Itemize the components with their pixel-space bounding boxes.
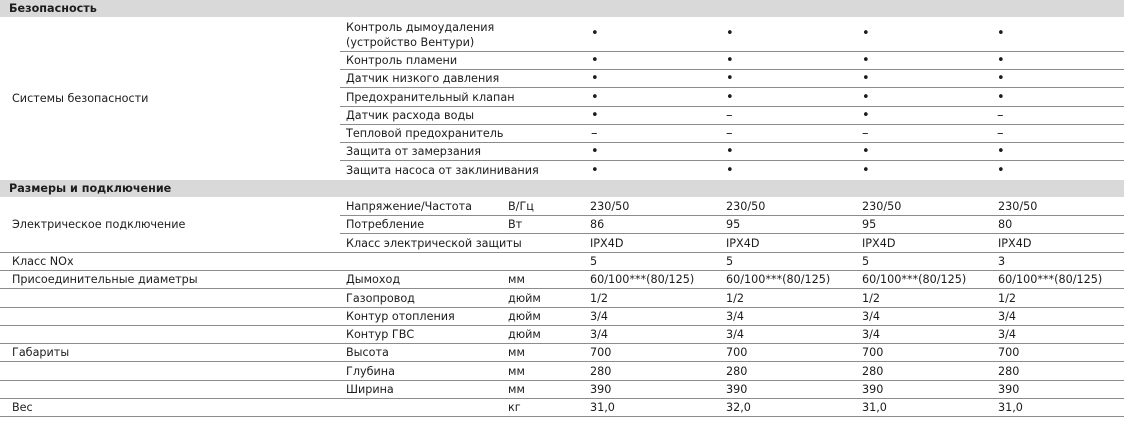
- row-divider: [340, 106, 1124, 107]
- table-cell: 5: [590, 255, 598, 268]
- table-cell: 3/4: [862, 328, 881, 341]
- dim-row-unit: дюйм: [508, 310, 541, 323]
- dim-group-label: Вес: [12, 401, 33, 414]
- row-divider: [0, 270, 1124, 271]
- row-divider: [340, 69, 1124, 70]
- safety-row-label: Контроль дымоудаления: [346, 21, 495, 34]
- table-cell: •: [862, 163, 870, 178]
- row-divider: [340, 87, 1124, 88]
- table-cell: •: [591, 71, 599, 86]
- row-divider: [0, 252, 1124, 253]
- dim-row-unit: дюйм: [508, 292, 541, 305]
- table-cell: 390: [862, 383, 884, 396]
- table-cell: IPX4D: [998, 237, 1032, 250]
- table-cell: 95: [726, 218, 741, 231]
- row-divider: [340, 51, 1124, 52]
- safety-row-label: Защита насоса от заклинивания: [346, 164, 539, 177]
- table-cell: •: [726, 90, 734, 105]
- row-divider: [340, 215, 1124, 216]
- table-cell: 390: [590, 383, 612, 396]
- table-cell: •: [591, 163, 599, 178]
- table-cell: •: [862, 71, 870, 86]
- table-cell: 3/4: [862, 310, 881, 323]
- dim-row-unit: мм: [508, 346, 525, 359]
- table-cell: 32,0: [726, 401, 751, 414]
- table-cell: •: [997, 163, 1005, 178]
- safety-row-label: Датчик расхода воды: [346, 109, 475, 122]
- table-cell: 1/2: [862, 292, 881, 305]
- table-cell: 86: [590, 218, 605, 231]
- row-divider: [340, 233, 1124, 234]
- safety-row-label-line2: (устройство Вентури): [346, 36, 475, 49]
- row-divider: [340, 124, 1124, 125]
- table-cell: 230/50: [862, 200, 902, 213]
- table-cell: 280: [862, 365, 884, 378]
- table-cell: 1/2: [998, 292, 1017, 305]
- table-cell: 3/4: [590, 310, 609, 323]
- table-cell: •: [726, 144, 734, 159]
- table-cell: –: [862, 126, 869, 141]
- dim-row-unit: мм: [508, 365, 525, 378]
- table-cell: 280: [590, 365, 612, 378]
- table-cell: 60/100***(80/125): [726, 273, 831, 286]
- table-cell: •: [726, 26, 734, 41]
- row-divider: [0, 416, 1124, 417]
- table-cell: •: [997, 144, 1005, 159]
- dim-row-label: Глубина: [346, 365, 395, 378]
- dim-row-unit: мм: [508, 383, 525, 396]
- table-cell: 95: [862, 218, 877, 231]
- row-divider: [0, 343, 1124, 344]
- dim-row-unit: мм: [508, 273, 525, 286]
- section-header-dimensions: [0, 180, 1124, 197]
- table-cell: 5: [862, 255, 870, 268]
- row-divider: [340, 160, 1124, 161]
- table-cell: •: [591, 26, 599, 41]
- safety-row-label: Тепловой предохранитель: [346, 127, 504, 140]
- dim-row-label: Ширина: [346, 383, 394, 396]
- table-cell: •: [726, 163, 734, 178]
- row-divider: [0, 325, 1124, 326]
- table-cell: 60/100***(80/125): [862, 273, 967, 286]
- table-cell: •: [591, 53, 599, 68]
- row-divider: [0, 361, 1124, 362]
- dim-row-label: Высота: [346, 346, 389, 359]
- table-cell: 3/4: [998, 328, 1017, 341]
- table-cell: 700: [590, 346, 612, 359]
- row-divider: [0, 380, 1124, 381]
- row-divider: [340, 142, 1124, 143]
- dim-row-unit: кг: [508, 401, 521, 414]
- dim-row-label: Дымоход: [346, 273, 401, 286]
- dim-row-unit: Вт: [508, 218, 523, 231]
- dim-group-label: Электрическое подключение: [12, 218, 186, 231]
- table-cell: •: [997, 71, 1005, 86]
- table-cell: 230/50: [726, 200, 766, 213]
- dim-group-label: Габариты: [12, 346, 70, 359]
- table-cell: –: [726, 126, 733, 141]
- table-cell: 3/4: [726, 310, 745, 323]
- section-header-safety: [0, 0, 1124, 17]
- table-cell: •: [591, 144, 599, 159]
- table-cell: •: [997, 90, 1005, 105]
- dim-row-label: Контур ГВС: [346, 328, 415, 341]
- row-divider: [0, 288, 1124, 289]
- dim-group-label: Присоединительные диаметры: [12, 273, 198, 286]
- dim-row-label: Контур отопления: [346, 310, 455, 323]
- dim-row-unit: В/Гц: [508, 200, 534, 213]
- dim-row-label: Класс электрической защиты: [346, 237, 522, 250]
- table-cell: –: [997, 126, 1004, 141]
- section-title: Размеры и подключение: [9, 182, 172, 195]
- safety-row-label: Предохранительный клапан: [346, 91, 515, 104]
- safety-group-label: Системы безопасности: [12, 92, 149, 105]
- table-cell: •: [726, 53, 734, 68]
- table-cell: 80: [998, 218, 1013, 231]
- table-cell: –: [726, 108, 733, 123]
- table-cell: •: [862, 108, 870, 123]
- dim-row-label: Газопровод: [346, 292, 415, 305]
- section-title: Безопасность: [9, 2, 97, 15]
- table-cell: 230/50: [590, 200, 630, 213]
- table-cell: 5: [726, 255, 734, 268]
- table-cell: 700: [862, 346, 884, 359]
- table-cell: –: [591, 126, 598, 141]
- table-cell: 3/4: [726, 328, 745, 341]
- table-cell: •: [862, 26, 870, 41]
- table-cell: •: [591, 90, 599, 105]
- table-cell: •: [862, 90, 870, 105]
- table-cell: 60/100***(80/125): [998, 273, 1103, 286]
- table-cell: •: [726, 71, 734, 86]
- table-cell: 280: [726, 365, 748, 378]
- table-cell: 31,0: [998, 401, 1023, 414]
- table-cell: 60/100***(80/125): [590, 273, 695, 286]
- table-cell: 280: [998, 365, 1020, 378]
- table-cell: IPX4D: [862, 237, 896, 250]
- dim-row-label: Потребление: [346, 218, 425, 231]
- table-cell: 31,0: [862, 401, 887, 414]
- row-divider: [0, 307, 1124, 308]
- safety-row-label: Защита от замерзания: [346, 145, 482, 158]
- row-divider: [0, 398, 1124, 399]
- table-cell: 1/2: [726, 292, 745, 305]
- table-cell: 31,0: [590, 401, 615, 414]
- dim-row-label: Напряжение/Частота: [346, 200, 473, 213]
- table-cell: 390: [998, 383, 1020, 396]
- table-cell: •: [591, 108, 599, 123]
- safety-row-label: Контроль пламени: [346, 54, 458, 67]
- table-cell: 230/50: [998, 200, 1038, 213]
- table-cell: IPX4D: [726, 237, 760, 250]
- dim-row-unit: дюйм: [508, 328, 541, 341]
- table-cell: –: [997, 108, 1004, 123]
- table-cell: 390: [726, 383, 748, 396]
- table-cell: 3/4: [998, 310, 1017, 323]
- table-cell: 700: [726, 346, 748, 359]
- table-cell: 3: [998, 255, 1006, 268]
- table-cell: 700: [998, 346, 1020, 359]
- table-cell: 1/2: [590, 292, 609, 305]
- dim-group-label: Класс NOx: [12, 255, 74, 268]
- table-cell: •: [862, 144, 870, 159]
- table-cell: 3/4: [590, 328, 609, 341]
- table-cell: •: [997, 26, 1005, 41]
- table-cell: •: [997, 53, 1005, 68]
- table-cell: IPX4D: [590, 237, 624, 250]
- safety-row-label: Датчик низкого давления: [346, 72, 500, 85]
- table-cell: •: [862, 53, 870, 68]
